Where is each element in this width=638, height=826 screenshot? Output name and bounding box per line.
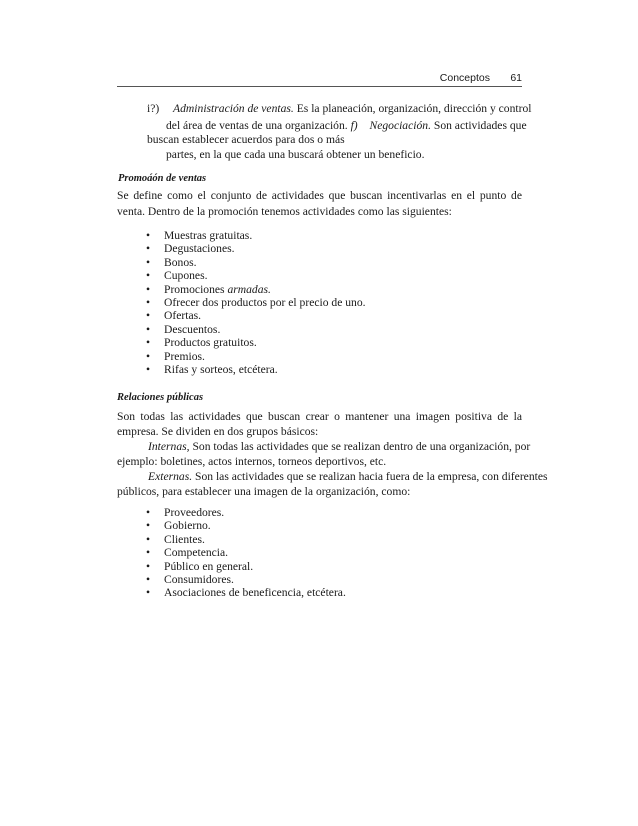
item-label: i?)	[147, 102, 160, 115]
relaciones-list	[146, 506, 346, 600]
internas-line-1	[148, 440, 530, 454]
line2-text: del área de ventas de una organización.	[166, 119, 351, 132]
section-heading-promocion: Promoáón de ventas	[118, 173, 207, 184]
promocion-list	[146, 229, 366, 376]
internas-text: Son todas las actividades que se realizan dentro de una organización, por	[189, 440, 531, 453]
list-item: • Público en general.	[146, 560, 346, 573]
list-item	[146, 283, 366, 296]
chapter-title: Conceptos	[439, 72, 490, 84]
intro-line-1	[147, 102, 532, 116]
list-item: • Rifas y sorteos, etcétera.	[146, 363, 366, 376]
f-label: f)	[350, 119, 358, 132]
externas-line-1	[148, 470, 548, 484]
list-item: • Cupones.	[146, 269, 366, 282]
list-item: • Bonos.	[146, 256, 366, 269]
promocion-para-line-1: Se define como el conjunto de actividades que buscan incentivarlas en el punto de	[117, 189, 522, 202]
page-number: 61	[510, 72, 522, 84]
list-item: • Clientes.	[146, 533, 346, 546]
admin-term: Administración de ventas.	[173, 102, 294, 115]
list-item: • Degustaciones.	[146, 242, 366, 255]
list-item-text: Promociones	[164, 282, 228, 296]
list-item: • Proveedores.	[146, 506, 346, 519]
externas-term: Externas.	[148, 470, 193, 483]
list-item: • Competencia.	[146, 546, 346, 559]
list-item: • Asociaciones de beneficencia, etcétera.	[146, 586, 346, 599]
list-item: • Gobierno.	[146, 519, 346, 532]
intro-line-2	[166, 119, 527, 133]
list-item-italic: armadas.	[227, 282, 271, 296]
admin-text: Es la planeación, organización, dirección y control	[293, 102, 532, 115]
list-item: • Ofrecer dos productos por el precio de uno.	[146, 296, 366, 309]
list-item: • Descuentos.	[146, 323, 366, 336]
relaciones-para-line-1: Son todas las actividades que buscan crear o mantener una imagen positiva de la	[117, 410, 522, 423]
externas-text: Son las actividades que se realizan hacia fuera de la empresa, con diferentes	[192, 470, 548, 483]
externas-line-2: públicos, para establecer una imagen de la organización, como:	[117, 485, 411, 498]
relaciones-para-line-2: empresa. Se dividen en dos grupos básicos:	[117, 425, 319, 438]
list-item: • Consumidores.	[146, 573, 346, 586]
list-item: • Ofertas.	[146, 309, 366, 322]
internas-term: Internas,	[148, 440, 190, 453]
intro-line-3: buscan establecer acuerdos para dos o más	[147, 133, 345, 146]
page-header	[117, 68, 522, 87]
negotiation-term: Negociación.	[369, 119, 431, 132]
negotiation-text: Son actividades que	[430, 119, 527, 132]
promocion-para-line-2: venta. Dentro de la promoción tenemos actividades como las siguientes:	[117, 205, 452, 218]
intro-line-4: partes, en la que cada una buscará obtener un beneficio.	[166, 148, 425, 161]
internas-line-2: ejemplo: boletines, actos internos, torneos deportivos, etc.	[117, 455, 387, 468]
list-item: • Premios.	[146, 350, 366, 363]
list-item: • Muestras gratuitas.	[146, 229, 366, 242]
list-item: • Productos gratuitos.	[146, 336, 366, 349]
section-heading-relaciones: Relaciones públicas	[117, 392, 204, 403]
